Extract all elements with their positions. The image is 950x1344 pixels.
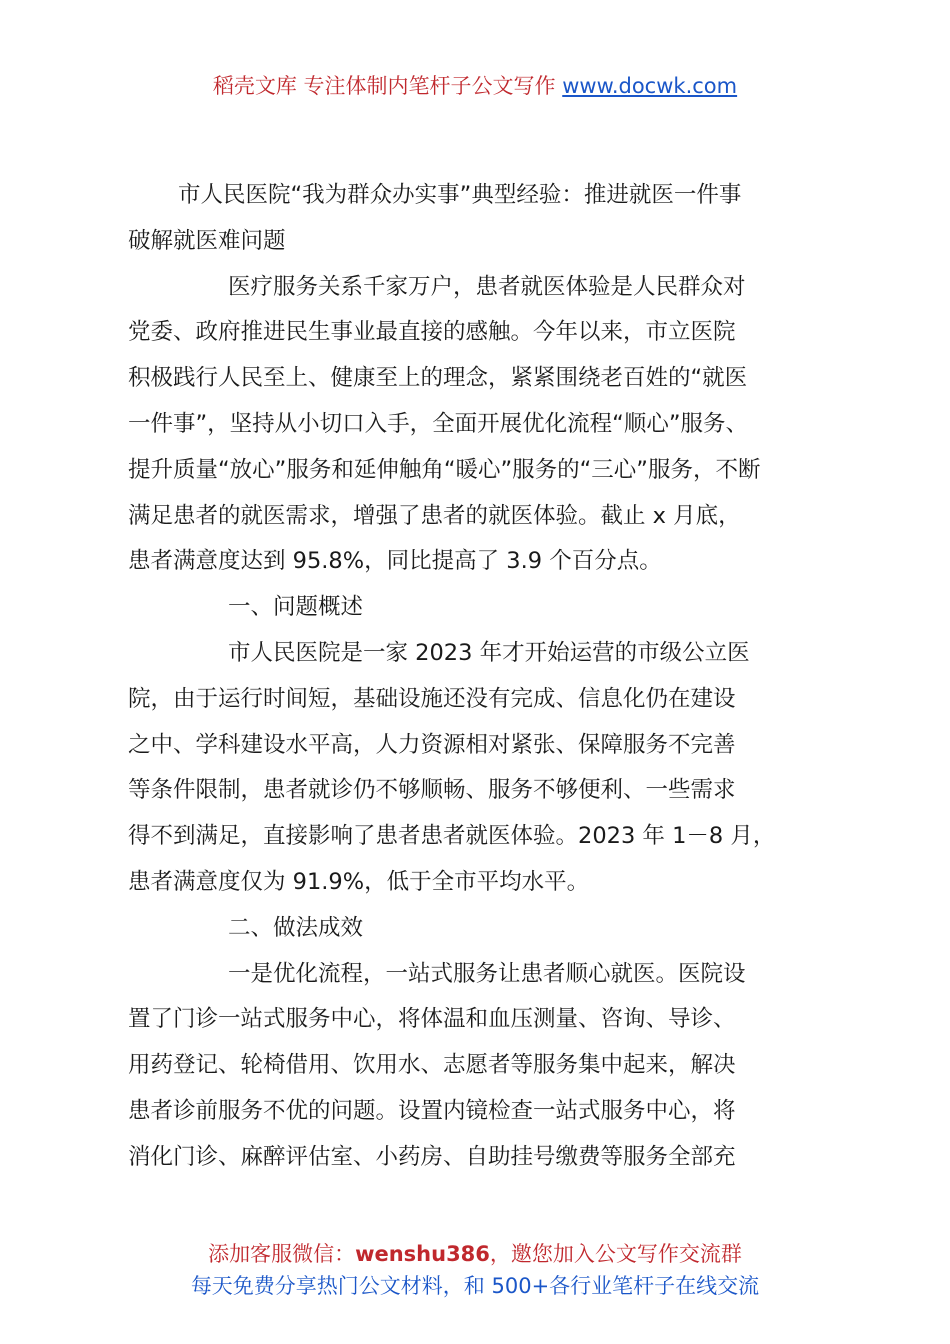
paragraph-line: 党委、政府推进民生事业最直接的感触。今年以来，市立医院 [128,319,736,346]
paragraph-line: 市人民医院是一家 2023 年才开始运营的市级公立医 [228,639,750,666]
paragraph-line: 积极践行人民至上、健康至上的理念，紧紧围绕老百姓的“就医 [128,365,748,392]
footer-wechat-suffix: ，邀您加入公文写作交流群 [489,1242,742,1266]
paragraph-line: 置了门诊一站式服务中心，将体温和血压测量、咨询、导诊、 [128,1006,736,1033]
section-heading-problem-overview: 一、问题概述 [228,594,364,621]
header-brand-text: 稻壳文库 专注体制内笔杆子公文写作 [212,74,563,98]
footer-wechat-prefix: 添加客服微信： [208,1242,356,1266]
paragraph-line: 之中、学科建设水平高，人力资源相对紧张、保障服务不完善 [128,731,736,758]
paragraph-line: 等条件限制，患者就诊仍不够顺畅、服务不够便利、一些需求 [128,777,736,804]
paragraph-line: 患者诊前服务不优的问题。设置内镜检查一站式服务中心，将 [128,1097,736,1124]
page-footer [0,1238,950,1302]
section-heading-practices-results: 二、做法成效 [228,914,364,941]
paragraph-line: 提升质量“放心”服务和延伸触角“暖心”服务的“三心”服务，不断 [128,456,761,483]
document-title-line-2: 破解就医难问题 [128,227,286,254]
paragraph-line: 满足患者的就医需求，增强了患者的就医体验。截止 x 月底， [128,502,741,529]
paragraph-line: 患者满意度达到 95.8%，同比提高了 3.9 个百分点。 [128,548,662,575]
paragraph-line: 院，由于运行时间短，基础设施还没有完成、信息化仍在建设 [128,685,736,712]
paragraph-line: 用药登记、轮椅借用、饮用水、志愿者等服务集中起来，解决 [128,1052,736,1079]
paragraph-line: 一是优化流程，一站式服务让患者顺心就医。医院设 [228,960,746,987]
paragraph-line: 得不到满足，直接影响了患者患者就医体验。2023 年 1－8 月， [128,823,776,850]
footer-share-line: 每天免费分享热门公文材料，和 500+各行业笔杆子在线交流 [190,1274,760,1298]
page-header [0,70,950,100]
footer-wechat-id: wenshu386 [355,1242,490,1266]
paragraph-line: 一件事”，坚持从小切口入手，全面开展优化流程“顺心”服务、 [128,410,748,437]
paragraph-line: 医疗服务关系千家万户，患者就医体验是人民群众对 [228,273,746,300]
document-body [128,173,843,1181]
document-title-line-1: 市人民医院“我为群众办实事”典型经验：推进就医一件事 [178,182,742,208]
paragraph-line: 患者满意度仅为 91.9%，低于全市平均水平。 [128,868,590,895]
paragraph-line: 消化门诊、麻醉评估室、小药房、自助挂号缴费等服务全部充 [128,1143,736,1170]
header-website-link[interactable]: www.docwk.com [562,74,738,98]
footer-wechat-line [0,1238,950,1270]
